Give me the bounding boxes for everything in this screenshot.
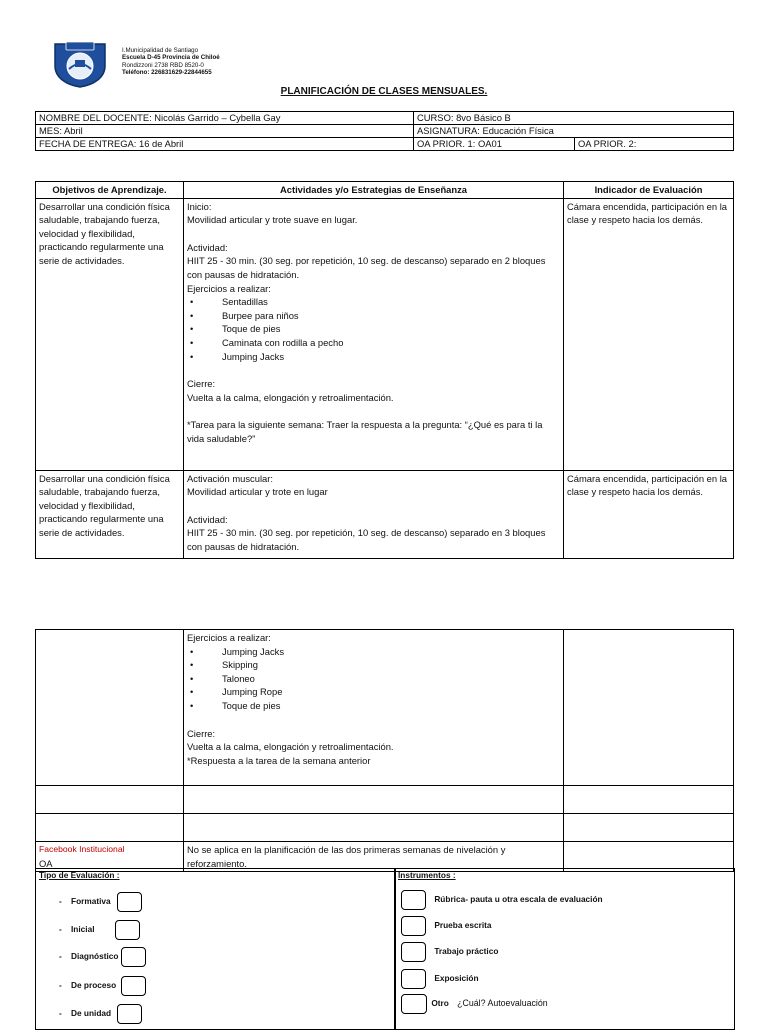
- empty-cell: [36, 786, 184, 814]
- list-item: • Taloneo: [187, 672, 560, 686]
- tipo-diagnostico-label: Diagnóstico: [71, 951, 119, 962]
- trabajo-checkbox[interactable]: [401, 942, 426, 962]
- school-municipality: I.Municipalidad de Santiago: [122, 47, 199, 54]
- list-item: • Burpee para niños: [187, 309, 560, 323]
- planning-table-continued: [35, 629, 734, 872]
- otro-checkbox[interactable]: [401, 994, 427, 1014]
- formativa-checkbox[interactable]: [117, 892, 142, 912]
- info-table: [35, 111, 734, 151]
- row1-cierre-text: Vuelta a la calma, elongación y retroalimentación.: [187, 391, 394, 403]
- facebook-link[interactable]: Facebook Institucional: [39, 844, 125, 854]
- row1-ejercicios-label: Ejercicios a realizar:: [187, 282, 271, 294]
- instrumento-trabajo-label: Trabajo práctico: [434, 946, 499, 957]
- instrumento-rubrica: [401, 890, 603, 910]
- empty-cell: [184, 786, 564, 814]
- list-item: • Jumping Jacks: [187, 645, 560, 659]
- row1-actividad-text: HIIT 25 - 30 min. (30 seg. por repetición, 10 seg. de descanso) separado en 2 bloques con pausas de hidratación.: [187, 255, 546, 280]
- tipo-formativa: - Formativa: [59, 892, 142, 912]
- docente-cell: NOMBRE DEL DOCENTE: Nicolás Garrido – Cybella Gay: [36, 112, 414, 125]
- row2-indicador: Cámara encendida, participación en la clase y respeto hacia los demás.: [564, 470, 734, 558]
- mes-cell: MES: Abril: [36, 125, 414, 138]
- row2-cierre-text: Vuelta a la calma, elongación y retroalimentación.: [187, 741, 394, 753]
- header-objetivos: Objetivos de Aprendizaje.: [36, 182, 184, 199]
- tipo-proceso-label: De proceso: [71, 980, 117, 991]
- oa1-cell: OA PRIOR. 1: OA01: [414, 138, 575, 151]
- instrumento-exposicion-label: Exposición: [434, 973, 479, 984]
- instrumento-rubrica-label: Rúbrica- pauta u otra escala de evaluación: [434, 894, 603, 905]
- row2-activacion-label: Activación muscular:: [187, 472, 273, 484]
- inicial-checkbox[interactable]: [115, 920, 140, 940]
- instrumentos-label: Instrumentos :: [398, 870, 456, 880]
- tipo-inicial-label: Inicial: [71, 924, 95, 935]
- row1-inicio-text: Movilidad articular y trote suave en lugar.: [187, 214, 358, 226]
- tipo-formativa-label: Formativa: [71, 896, 111, 907]
- tipo-diagnostico: - Diagnóstico: [59, 947, 146, 967]
- list-item: • Jumping Jacks: [187, 350, 560, 364]
- oa-note: No se aplica en la planificación de las dos primeras semanas de nivelación y reforzamiento.: [184, 842, 564, 872]
- row1-cierre-label: Cierre:: [187, 378, 216, 390]
- row1-indicador: Cámara encendida, participación en la clase y respeto hacia los demás.: [564, 198, 734, 470]
- empty-cell: [184, 814, 564, 842]
- row2-activacion-text: Movilidad articular y trote en lugar: [187, 486, 328, 498]
- row2-cont-objetivo: [36, 630, 184, 786]
- tipo-unidad-label: De unidad: [71, 1008, 112, 1019]
- header-actividades: Actividades y/o Estrategias de Enseñanza: [184, 182, 564, 199]
- row2-actividad-label: Actividad:: [187, 513, 228, 525]
- planning-table: [35, 181, 734, 559]
- proceso-checkbox[interactable]: [121, 976, 146, 996]
- row1-actividades: [184, 198, 564, 470]
- unidad-checkbox[interactable]: [117, 1004, 142, 1024]
- page-title: PLANIFICACIÓN DE CLASES MENSUALES.: [280, 86, 488, 97]
- row2-cont-indicador: [564, 630, 734, 786]
- row2-actividad-text: HIIT 25 - 30 min. (30 seg. por repetición, 10 seg. de descanso) separado en 3 bloques con pausas de hidratación.: [187, 527, 546, 552]
- list-item: • Toque de pies: [187, 699, 560, 713]
- row2-ejercicios-label: Ejercicios a realizar:: [187, 632, 271, 643]
- asignatura-cell: ASIGNATURA: Educación Física: [414, 125, 734, 138]
- row2-actividades: [184, 470, 564, 558]
- row1-tarea: *Tarea para la siguiente semana: Traer la respuesta a la pregunta: “¿Qué es para ti la vida saludable?”: [187, 419, 543, 444]
- exposicion-checkbox[interactable]: [401, 969, 426, 989]
- tipo-inicial: - Inicial: [59, 920, 140, 940]
- tipo-unidad: - De unidad: [59, 1004, 142, 1024]
- diagnostico-checkbox[interactable]: [121, 947, 146, 967]
- list-item: • Skipping: [187, 658, 560, 672]
- curso-cell: CURSO: 8vo Básico B: [414, 112, 734, 125]
- oa2-cell: OA PRIOR. 2:: [575, 138, 734, 151]
- row1-inicio-label: Inicio:: [187, 200, 212, 212]
- oa-label: OA: [39, 857, 53, 869]
- school-info: [122, 47, 220, 77]
- instrumento-otro: [401, 994, 548, 1014]
- row2-cont-actividades: [184, 630, 564, 786]
- row1-objetivo: Desarrollar una condición física saludable, trabajando fuerza, velocidad y flexibilidad, practicando regularmente una serie de actividades.: [36, 198, 184, 470]
- list-item: • Caminata con rodilla a pecho: [187, 336, 560, 350]
- row1-ejercicios-list: [187, 295, 560, 363]
- row2-objetivo: Desarrollar una condición física saludable, trabajando fuerza, velocidad y flexibilidad, practicando regularmente una serie de actividades.: [36, 470, 184, 558]
- otro-cual-text: ¿Cuál? Autoevaluación: [457, 998, 548, 1009]
- header-indicador: Indicador de Evaluación: [564, 182, 734, 199]
- instrumento-otro-label: Otro: [431, 998, 449, 1009]
- row1-actividad-label: Actividad:: [187, 241, 228, 253]
- instrumento-trabajo: [401, 942, 498, 962]
- empty-cell: [564, 786, 734, 814]
- school-logo: [47, 40, 113, 88]
- row2-ejercicios-list: [187, 645, 560, 713]
- school-name: Escuela D-45 Provincia de Chiloé: [122, 54, 220, 62]
- instrumento-prueba-label: Prueba escrita: [434, 920, 492, 931]
- list-item: • Sentadillas: [187, 295, 560, 309]
- fecha-cell: FECHA DE ENTREGA: 16 de Abril: [36, 138, 414, 151]
- tipo-evaluacion-label: Tipo de Evaluación :: [39, 870, 120, 880]
- school-phone: Teléfono: 226831629-22844655: [122, 69, 212, 77]
- empty-cell: [564, 814, 734, 842]
- row2-cierre-label: Cierre:: [187, 727, 216, 739]
- prueba-checkbox[interactable]: [401, 916, 426, 936]
- instrumento-prueba: [401, 916, 492, 936]
- school-address: Rondizzoni 2738 RBD 8520-0: [122, 61, 204, 69]
- row2-respuesta: *Respuesta a la tarea de la semana anterior: [187, 754, 371, 766]
- list-item: • Jumping Rope: [187, 685, 560, 699]
- instrumento-exposicion: [401, 969, 479, 989]
- list-item: • Toque de pies: [187, 322, 560, 336]
- tipo-proceso: - De proceso: [59, 976, 146, 996]
- rubrica-checkbox[interactable]: [401, 890, 426, 910]
- empty-cell: [36, 814, 184, 842]
